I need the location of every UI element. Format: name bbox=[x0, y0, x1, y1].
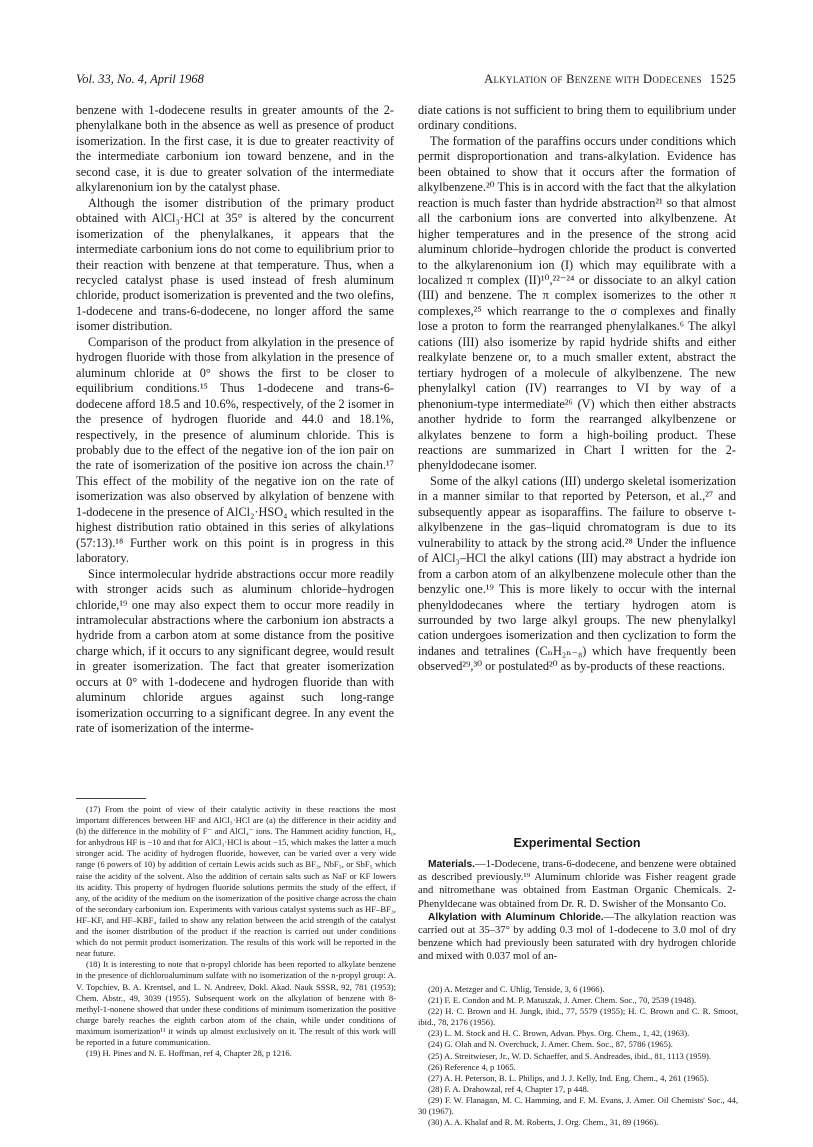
experimental-section bbox=[418, 858, 736, 964]
footnote: (18) It is interesting to note that n-propyl chloride has been reported to alkylate benzene in the presence of dichloroaluminum sulfate with no isomerization of the n-propyl group: A. V. Topchiev, B. A. Krentsel, and L. N. Andreev, Dokl. Akad. Nauk SSSR, 92, 781 (1953); Chem. Abstr., 49, 3039 (1955). Subsequent work on the alkylation of benzene with 8-methyl-1-nonene showed that under these conditions of minimum isomerization the positive charge barely reaches the eighth carbon atom of the chain, while under conditions of maximum isomerization¹¹ it winds up almost exclusively on it. The result of this work will be reported in a future communication. bbox=[76, 959, 396, 1047]
references-right bbox=[418, 984, 738, 1128]
experimental-paragraph bbox=[418, 858, 736, 911]
reference: (28) F. A. Drahowzal, ref 4, Chapter 17, p 448. bbox=[428, 1083, 589, 1094]
right-column bbox=[418, 103, 736, 675]
paragraph-text: —1-Dodecene, trans-6-dodecene, and benzene were obtained as described previously.¹⁹ Aluminum chloride was Fisher reagent grade and nitromethane was obtained from Eastman Organic Chemicals. 2-Phenyldecane was obtained from Dr. R. D. Swisher of the Monsanto Co. bbox=[418, 859, 736, 910]
paragraph: Comparison of the product from alkylation in the presence of hydrogen fluoride with those from alkylation in the presence of aluminum chloride at 0° shows the first to be closer to equilibrium conditions.¹⁵ Thus 1-dodecene and trans-6-dodecene afford 18.5 and 10.6%, respectively, of the 2 isomer in the presence of hydrogen fluoride and 44.0 and 18.1%, respectively, in the presence of aluminum chloride. This is probably due to the effect of the negative ion of the ion pair on the rate of isomerization of the positive ion across the chain.¹⁷ This effect of the mobility of the negative ion on the rate of isomerization was also observed by alkylation of benzene with 1-dodecene in the presence of AlCl₂·HSO₄ which resulted in the highest distribution ratio obtained in this series of alkylations (57:13).¹⁸ Further work on this point is in progress in this laboratory. bbox=[76, 334, 394, 566]
reference: (27) A. H. Peterson, B. L. Philips, and J. J. Kelly, Ind. Eng. Chem., 4, 261 (1965). bbox=[428, 1072, 709, 1083]
paragraph: Some of the alkyl cations (III) undergo skeletal isomerization in a manner similar to that reported by Peterson, et al.,²⁷ and subsequently appear as isoparaffins. The failure to observe t-alkylbenzene in the gas–liquid chromatogram is due to its vulnerability to attack by the strong acid.²⁸ Under the influence of AlCl₃–HCl the alkyl cations (III) may abstract a hydride ion from a carbon atom of an alkylbenzene molecule other than the benzylic one.¹⁹ This is more likely to occur with the internal phenyldodecanes where the tertiary hydrogen atom is surrounded by two large alkyl groups. The new phenylalkyl cation undergoes isomerization and then cyclization to form the indanes and tetralines (CₙH₂ₙ₋₈) which have frequently been observed²⁹,³⁰ or postulated²⁰ as by-products of these reactions. bbox=[418, 473, 736, 674]
paragraph: The formation of the paraffins occurs under conditions which permit disproportionation and trans-alkylation. Evidence has been obtained to show that it occurs after the formation of alkylbenzene.²⁰ This is in accord with the fact that the alkylation reaction is much faster than hydride abstraction²¹ so that almost all the carbonium ions are converted into alkylbenzene. At higher temperatures and in the presence of the strong acid aluminum chloride–hydrogen chloride the product is converted to the alkylarenonium ion (I) which may equilibrate with a localized π complex (II)¹⁰,²²⁻²⁴ or dissociate to an alkyl cation (III) and benzene. The π complex isomerizes to the other π complexes,²⁵ which rearrange to the σ complexes and finally lose a proton to form the rearranged phenylalkanes.⁶ The alkyl cations (III) also isomerize by rapid hydride shifts and either realkylate benzene or, to a much smaller extent, abstract the tertiary hydrogen of a molecule of alkylbenzene. The new phenylalkyl cation (IV) rearranges to VI by way of a phenonium-type intermediate²⁶ (V) which then either abstracts another hydride to form the rearranged alkylbenzene or alkylates benzene to form a high-boiling product. These reactions are summarized in Chart I written for the 2-phenyldodecane isomer. bbox=[418, 133, 736, 473]
page-number: 1525 bbox=[709, 72, 736, 86]
reference: (26) Reference 4, p 1065. bbox=[428, 1061, 516, 1072]
paragraph: benzene with 1-dodecene results in greater amounts of the 2-phenylalkane both in the absence as well as presence of product isomerization. In the first case, it is due to greater reactivity of the intermediate carbonium ion toward benzene, and in the second case, it is due to greater solvation of the intermediate alkylarenonium ion by the catalyst phase. bbox=[76, 103, 394, 195]
reference: (23) L. M. Stock and H. C. Brown, Advan. Phys. Org. Chem., 1, 42, (1963). bbox=[428, 1028, 690, 1039]
reference: (20) A. Metzger and C. Uhlig, Tenside, 3, 6 (1966). bbox=[428, 984, 605, 994]
reference: (25) A. Streitwieser, Jr., W. D. Schaeffer, and S. Andreades, ibid., 81, 1113 (1959). bbox=[428, 1050, 712, 1061]
reference: (30) A. A. Khalaf and R. M. Roberts, J. Org. Chem., 31, 89 (1966). bbox=[428, 1117, 659, 1128]
paragraph-text: —The alkylation reaction was carried out at 35–37° by adding 0.3 mol of 1-dodecene to 3.0 mol of dry benzene which had previously been saturated with dry hydrogen chloride and mixed with 0.037 mol of an- bbox=[418, 911, 736, 963]
paragraph: Since intermolecular hydride abstractions occur more readily with stronger acids such as aluminum chloride–hydrogen chloride,¹⁹ one may also expect them to occur more readily in intramolecular abstractions where the carbonium ion abstracts a hydride from a carbon atom at some distance from the positive charge which, if it occurs to any significant degree, would result in greater isomerization. The fact that greater isomerization occurs at 0° with 1-dodecene and hydrogen fluoride than with aluminum chloride argues against such long-range isomerization occurring to a significant degree. In any event the rate of isomerization of the interme- bbox=[76, 566, 394, 736]
left-column bbox=[76, 103, 394, 737]
footnote: (17) From the point of view of their catalytic activity in these reactions the most important differences between HF and AlCl₃·HCl are (a) the difference in their acidity and (b) the difference in the mobility of F⁻ and AlCl₄⁻ ions. The Hammett acidity function, H₀, for anhydrous HF is −10 and that for AlCl₃·HCl is about −15, which makes the latter a much stronger acid. The acidity of hydrogen fluoride, however, can be varied over a very wide range (6 powers of 10) by addition of certain Lewis acids such as BF₃, NbF₅, or SbF₅ which raise the acidity of the solvent. Also the addition of certain salts such as NaF or KF lowers its acidity. This property of hydrogen fluoride solutions permits the study of the effect, if any, of the acidity of the medium on the isomerization of the positive charge across the chain of the secondary carbonium ion. Experiments with various catalyst systems such as HF–BF₃, HF–KF, and HF–KBF₄ failed to show any relation between the acid strength of the catalyst and the isomer distribution of the product if the reaction is carried out under conditions which do not permit product isomerization. The results of this work will be reported in the near future. bbox=[76, 804, 396, 959]
paragraph-label: Alkylation with Aluminum Chloride. bbox=[428, 911, 604, 923]
footnote: (19) H. Pines and N. E. Hoffman, ref 4, Chapter 28, p 1216. bbox=[86, 1048, 292, 1059]
paragraph: Although the isomer distribution of the primary product obtained with AlCl₃·HCl at 35° is altered by the concurrent isomerization of the phenylalkanes, it appears that the intermediate carbonium ions do not come to equilibrium prior to their reaction with benzene at that temperature. Thus, when a recycled catalyst phase is used instead of fresh aluminum chloride, product isomerization is prevented and the two olefins, 1-dodecene and trans-6-dodecene, no longer afford the same isomer distribution. bbox=[76, 195, 394, 334]
paragraph: diate cations is not sufficient to bring them to equilibrium under ordinary conditions. bbox=[418, 103, 736, 133]
running-title: Alkylation of Benzene with Dodecenes bbox=[484, 72, 702, 86]
running-header-title bbox=[484, 72, 736, 87]
running-header-volume: Vol. 33, No. 4, April 1968 bbox=[76, 72, 204, 86]
reference: (24) G. Olah and N. Overchuck, J. Amer. Chem. Soc., 87, 5786 (1965). bbox=[428, 1039, 673, 1050]
experimental-paragraph bbox=[418, 911, 736, 964]
footnote-divider bbox=[76, 798, 146, 799]
reference: (22) H. C. Brown and H. Jungk, ibid., 77, 5579 (1955); H. C. Brown and C. R. Smoot, ibid., 78, 2176 (1956). bbox=[418, 1006, 738, 1028]
paragraph-label: Materials. bbox=[428, 859, 475, 870]
reference: (21) F. E. Condon and M. P. Matuszak, J. Amer. Chem. Soc., 70, 2539 (1948). bbox=[428, 995, 697, 1006]
footnotes-left bbox=[76, 804, 396, 1059]
section-heading: Experimental Section bbox=[513, 836, 641, 850]
reference: (29) F. W. Flanagan, M. C. Hamming, and F. M. Evans, J. Amer. Oil Chemists' Soc., 44, 30 (1967). bbox=[418, 1094, 738, 1117]
